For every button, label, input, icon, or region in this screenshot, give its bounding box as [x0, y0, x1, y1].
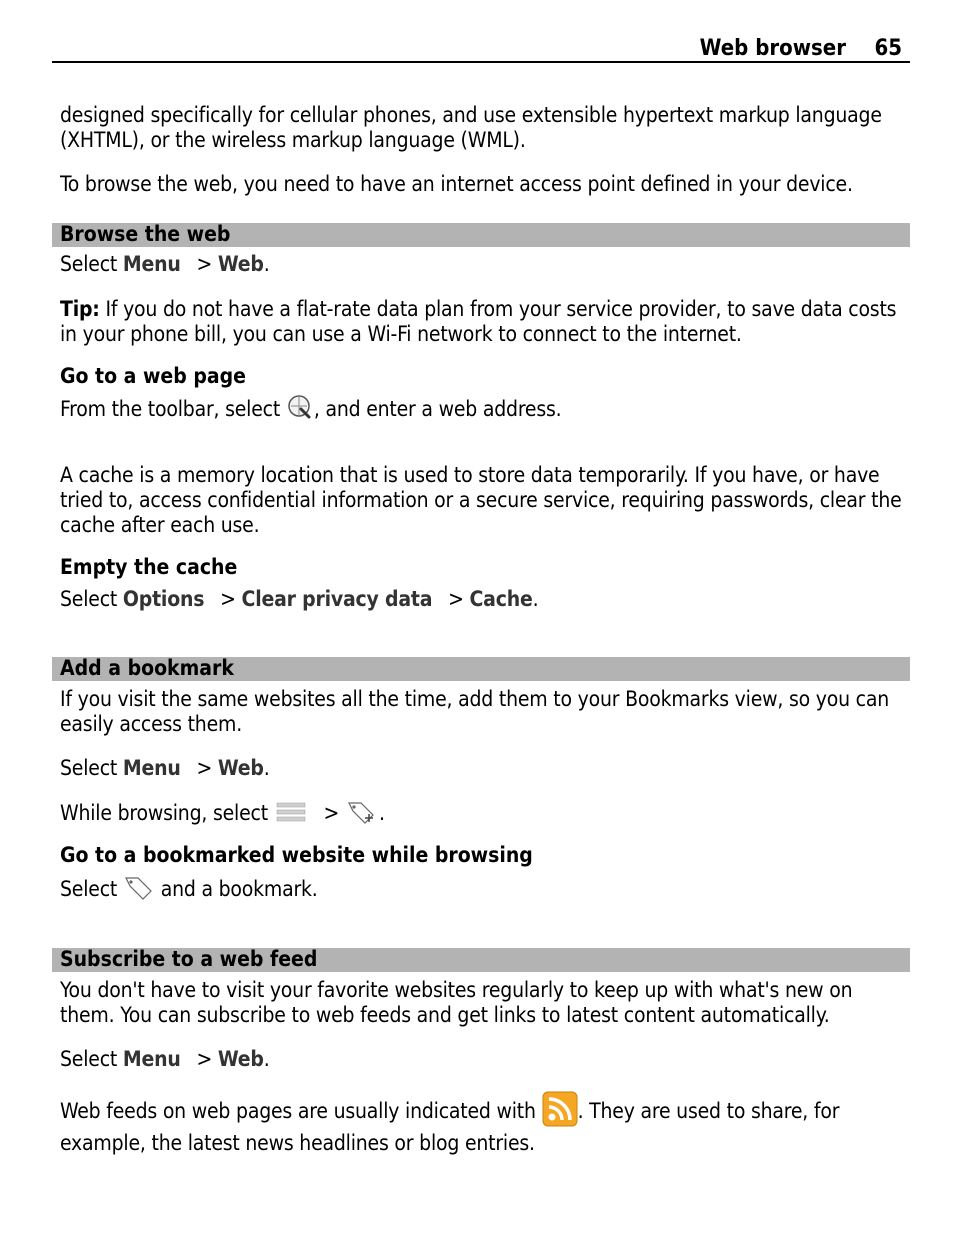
menu-link: Menu	[122, 756, 181, 780]
gt-separator: >	[196, 252, 213, 276]
period: .	[263, 756, 270, 780]
menu-link: Menu	[122, 1047, 181, 1071]
goto-after-text: and a bookmark.	[154, 877, 318, 901]
tip-paragraph	[60, 297, 910, 347]
gt-separator: >	[323, 801, 340, 825]
goto-after-text: , and enter a web address.	[313, 397, 562, 421]
intro-paragraph-1: designed specifically for cellular phones, and use extensible hypertext markup language (XHTML), or the wireless markup language (WML).	[60, 103, 882, 152]
period: .	[532, 587, 539, 611]
empty-cache-line	[60, 587, 910, 612]
gt-separator: >	[220, 587, 236, 611]
bookmark-tag-icon	[123, 874, 155, 902]
cache-paragraph: A cache is a memory location that is used to store data temporarily. If you have, or have tried to, access confidential information or a secure service, requiring passwords, clear the cache after each use.	[60, 463, 902, 537]
bookmark-intro: If you visit the same websites all the time, add them to your Bookmarks view, so you can easily access them.	[60, 687, 890, 736]
select-word: Select	[60, 756, 118, 780]
goto-bookmark-heading: Go to a bookmarked website while browsing	[60, 843, 533, 867]
gt-separator: >	[196, 1047, 213, 1071]
section-band-bookmark	[52, 657, 910, 681]
web-link: Web	[217, 756, 264, 780]
period: .	[263, 252, 270, 276]
bookmark-select-line	[60, 756, 910, 781]
empty-cache-heading: Empty the cache	[60, 555, 238, 579]
indicated-after-text: . They are used to share, for example, the latest news headlines or blog entries.	[60, 1099, 840, 1155]
cache-link: Cache	[469, 587, 533, 611]
intro-paragraph-2: To browse the web, you need to have an internet access point defined in your device.	[60, 172, 853, 196]
gt-separator: >	[448, 587, 464, 611]
web-address-icon	[286, 393, 314, 421]
section-band-browse	[52, 223, 910, 247]
options-link: Options	[122, 587, 205, 611]
menu-lines-icon	[274, 799, 308, 825]
rss-feed-icon	[542, 1091, 578, 1127]
feed-select-line	[60, 1047, 910, 1072]
goto-select-text: Select	[60, 877, 123, 901]
web-link: Web	[217, 1047, 264, 1071]
section-heading-browse: Browse the web	[60, 222, 231, 246]
period: .	[263, 1047, 270, 1071]
goto-before-text: From the toolbar, select	[60, 397, 286, 421]
section-heading-bookmark: Add a bookmark	[60, 656, 234, 680]
goto-web-page-line	[60, 396, 910, 424]
tip-text: If you do not have a flat-rate data plan from your service provider, to save data costs in your phone bill, you can use a Wi-Fi network to connect to the internet.	[60, 297, 897, 346]
while-text: While browsing, select	[60, 801, 274, 825]
section-heading-feed: Subscribe to a web feed	[60, 947, 318, 971]
header-title: Web browser	[699, 36, 846, 61]
feed-indicated-paragraph	[60, 1094, 910, 1157]
section-band-feed	[52, 948, 910, 972]
while-browsing-line	[60, 800, 910, 828]
select-word: Select	[60, 252, 118, 276]
menu-link: Menu	[122, 252, 181, 276]
page-number: 65	[874, 36, 902, 61]
clear-privacy-link: Clear privacy data	[241, 587, 433, 611]
goto-bookmark-line	[60, 876, 910, 904]
feed-intro: You don't have to visit your favorite websites regularly to keep up with what's new on them. You can subscribe to web feeds and get links to latest content automatically.	[60, 978, 853, 1027]
gt-separator: >	[196, 756, 213, 780]
header-rule	[52, 61, 910, 63]
tip-label: Tip:	[60, 297, 100, 321]
select-word: Select	[60, 587, 118, 611]
select-word: Select	[60, 1047, 118, 1071]
goto-web-page-heading: Go to a web page	[60, 364, 246, 388]
browse-select-line	[60, 252, 910, 277]
web-link: Web	[217, 252, 264, 276]
add-bookmark-icon	[345, 798, 379, 826]
period: .	[378, 801, 385, 825]
indicated-before-text: Web feeds on web pages are usually indicated with	[60, 1099, 542, 1123]
